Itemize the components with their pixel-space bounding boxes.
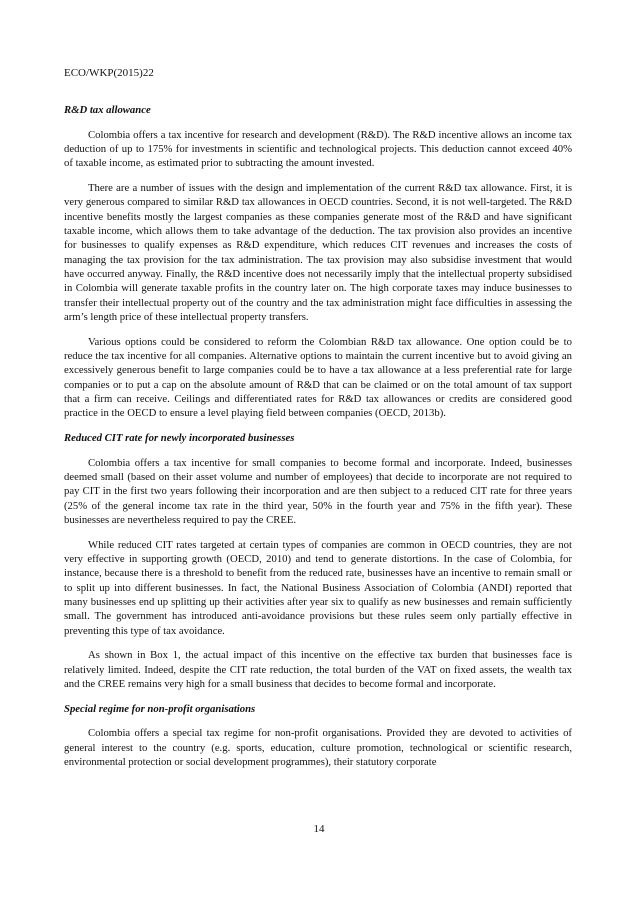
paragraph: Various options could be considered to reform the Colombian R&D tax allowance. One option could be to reduce the tax incentive for all companies. Alternative options to maintain the current incentive but to avoid giving an excessively generous benefit to large companies could be to have a tax allowance at a less preferential rate for large companies or to put a cap on the absolute amount of R&D that can be claimed or on the total amount of tax support that a firm can receive. Ceilings and differentiated rates for R&D tax allowances or credits are considered good practice in the OECD to ensure a level playing field between companies (OECD, 2013b).: [64, 335, 572, 420]
section-heading: Special regime for non-profit organisations: [64, 702, 256, 715]
paragraph: Colombia offers a tax incentive for research and development (R&D). The R&D incentive allows an income tax deduction of up to 175% for investments in scientific and technological projects. This deduction cannot exceed 40% of taxable income, as estimated prior to subtracting the amount invested.: [64, 128, 572, 170]
section-reduced-cit-rate: [64, 431, 572, 691]
section-rd-tax-allowance: [64, 103, 572, 420]
section-heading: Reduced CIT rate for newly incorporated businesses: [64, 431, 295, 444]
section-non-profit-regime: [64, 702, 572, 770]
paragraph: Colombia offers a tax incentive for small companies to become formal and incorporate. Indeed, businesses deemed small (based on their asset volume and number of employees) that decide to incorporate are not required to pay CIT in the first two years following their incorporation and are then subject to a reduced CIT rate for three years (25% of the general income tax rate in the third year, 50% in the fourth year and 75% in the fifth year). These businesses are nevertheless required to pay the CREE.: [64, 456, 572, 526]
paragraph: While reduced CIT rates targeted at certain types of companies are common in OECD countries, they are not very effective in supporting growth (OECD, 2010) and tend to generate distortions. In the case of Colombia, for instance, because there is a threshold to benefit from the reduced rate, businesses have an incentive to remain small or to split up into different businesses. In fact, the National Business Association of Colombia (ANDI) reported that many businesses end up splitting up their activities after year six to qualify as new businesses and remain sufficiently small. The government has introduced anti-avoidance provisions but these rules seem only partially effective in preventing this type of tax avoidance.: [64, 538, 572, 637]
document-code: ECO/WKP(2015)22: [64, 67, 154, 79]
paragraph: As shown in Box 1, the actual impact of this incentive on the effective tax burden that businesses face is relatively limited. Indeed, despite the CIT rate reduction, the total burden of the VAT on fixed assets, the wealth tax and the CREE remains very high for a small business that decides to become formal and incorporate.: [64, 649, 572, 690]
document-body: [64, 103, 572, 780]
paragraph: Colombia offers a special tax regime for non-profit organisations. Provided they are devoted to activities of general interest to the country (e.g. sports, education, culture promotion, technological or scientific research, environmental protection or social development programmes), their statutory corporate: [64, 727, 572, 769]
page-number: 14: [313, 823, 325, 835]
paragraph: There are a number of issues with the design and implementation of the current R&D tax allowance. First, it is very generous compared to similar R&D tax allowances in OECD countries. Second, it is not well-targeted. The R&D incentive benefits mostly the largest companies as these companies generate most of the R&D and have significant taxable income, which allows them to take advantage of the deduction. The tax provision also provides an incentive for businesses to qualify expenses as R&D expenditure, which reduces CIT revenues and increases the costs of managing the tax provision for the tax administration. The tax provision may also subsidise investment that would have occurred anyway. Finally, the R&D incentive does not necessarily imply that the intellectual property subsidised in Colombia will generate taxable profits in the country later on. The high corporate taxes may induce businesses to transfer their intellectual property out of the country and the tax administration might face difficulties in assessing the arm’s length price of these intellectual property transfers.: [64, 182, 572, 323]
section-heading: R&D tax allowance: [64, 104, 151, 116]
